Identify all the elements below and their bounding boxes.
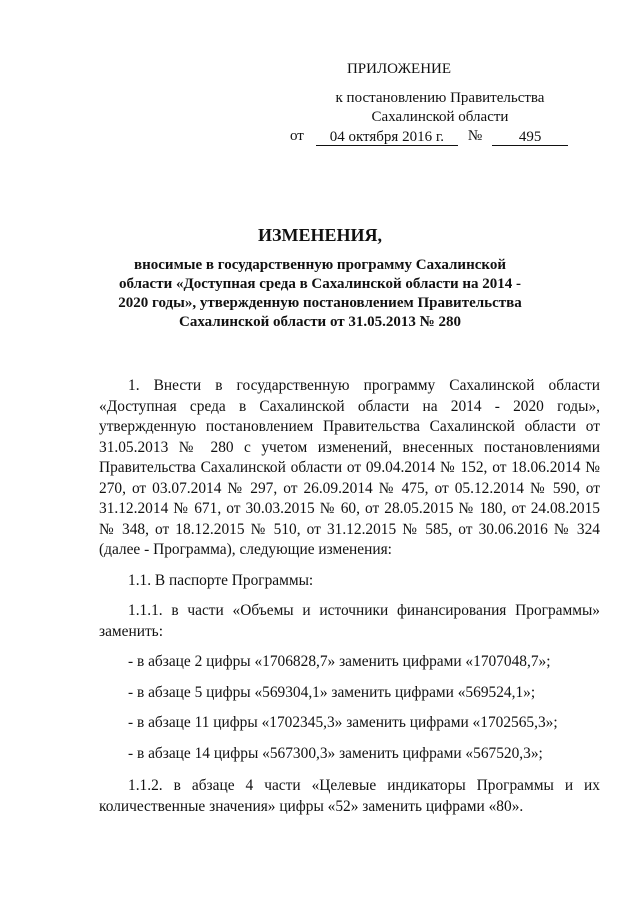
appendix-heading: ПРИЛОЖЕНИЕ xyxy=(346,61,452,77)
appendix-block xyxy=(290,60,590,146)
appendix-line-1: к постановлению Правительства xyxy=(335,90,545,106)
title-subtitle: вносимые в государственную программу Сахалинской области «Доступная среда в Сахалинской области на 2014 - 2020 годы», утвержденную постановлением Правительства Сахалинской области от 31.05.2013 № 280 xyxy=(118,257,522,330)
number-label: № xyxy=(467,128,483,144)
document-body xyxy=(99,376,600,817)
appendix-date-row xyxy=(290,127,590,146)
list-item: - в абзаце 2 цифры «1706828,7» заменить цифрами «1707048,7»; xyxy=(128,653,551,670)
paragraph-1-1: 1.1. В паспорте Программы: xyxy=(128,571,314,589)
paragraph-1: 1. Внести в государственную программу Сахалинской области «Доступная среда в Сахалинской области на 2014 - 2020 годы», утвержденную постановлением Правительства Сахалинской области от 31.05.2013 № 280 с учетом изменений, внесенных постановлениями Правительства Сахалинской области от 09.04.2014 № 152, от 18.06.2014 № 270, от 03.07.2014 № 297, от 26.09.2014 № 475, от 05.12.2014 № 590, от 31.12.2014 № 671, от 30.03.2015 № 60, от 28.05.2015 № 180, от 24.08.2015 № 348, от 18.12.2015 № 510, от 31.12.2015 № 585, от 30.06.2016 № 324 (далее - Программа), следующие изменения: xyxy=(99,377,600,558)
document-date: 04 октября 2016 г. xyxy=(316,129,458,146)
paragraph-1-1-2: 1.1.2. в абзаце 4 части «Целевые индикаторы Программы и их количественные значения» цифры «52» заменить цифрами «80». xyxy=(99,777,600,815)
paragraph-1-1-1: 1.1.1. в части «Объемы и источники финансирования Программы» заменить: xyxy=(99,602,600,640)
list-item: - в абзаце 14 цифры «567300,3» заменить цифрами «567520,3»; xyxy=(128,744,543,762)
document-title xyxy=(110,226,530,332)
from-label: от xyxy=(290,128,304,144)
document-number: 495 xyxy=(492,129,568,146)
list-item: - в абзаце 5 цифры «569304,1» заменить цифрами «569524,1»; xyxy=(128,683,536,701)
list-item: - в абзаце 11 цифры «1702345,3» заменить цифрами «1702565,3»; xyxy=(128,714,558,731)
appendix-line-2: Сахалинской области xyxy=(371,109,509,125)
title-main: ИЗМЕНЕНИЯ, xyxy=(257,225,382,245)
